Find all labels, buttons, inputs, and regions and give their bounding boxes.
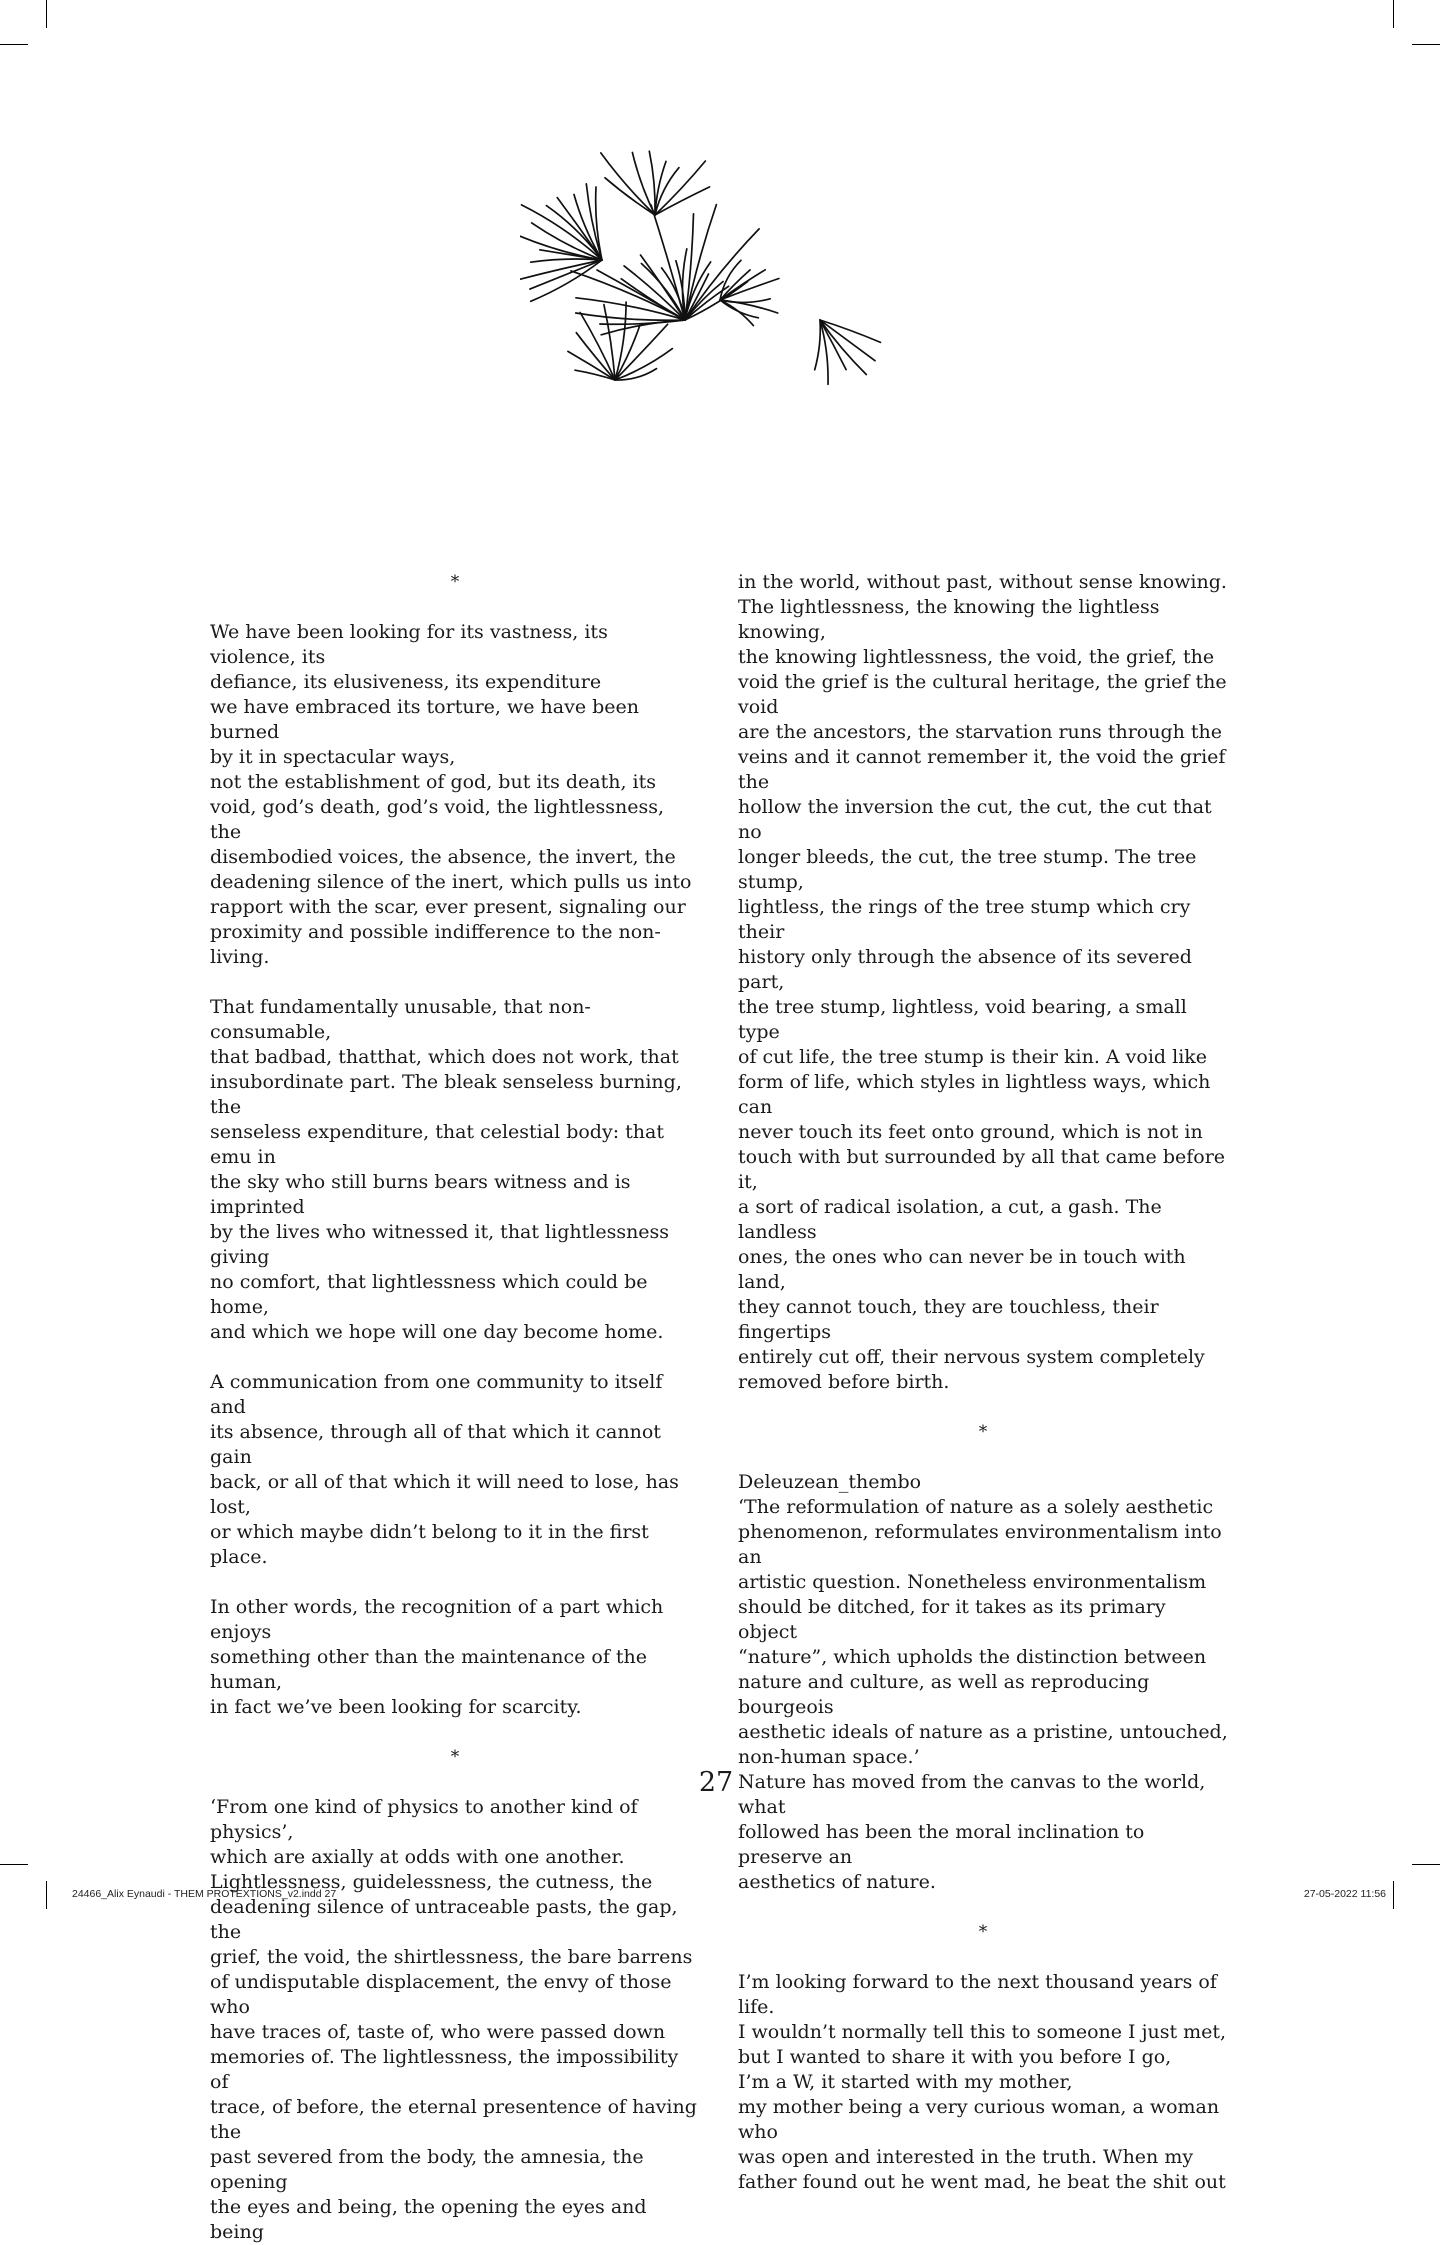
section-separator: * (450, 1747, 460, 1767)
crop-mark (0, 44, 28, 45)
pine-needle (575, 370, 615, 380)
paragraph: Deleuzean_thembo ‘The reformulation of nature as a solely aesthetic phenomenon, reformulates environmentalism into an artistic question. Nonetheless environmentalism should be ditched, for it takes as its primary object “nature”, which upholds the distinction between nature and culture, as well as reproducing bourgeois aesthetic ideals of nature as a pristine, untouched, non-human space.’ Nature has moved from the canvas to the world, what followed has been the moral inclination to preserve an aesthetics of nature. (738, 1471, 1228, 1893)
pine-needle (615, 326, 640, 381)
right-column (738, 570, 1228, 2195)
paragraph: A communication from one community to itself and its absence, through all of that which it cannot gain back, or all of that which it will need to lose, has lost, or which maybe didn’t belong to it in the first place. (210, 1371, 679, 1568)
pine-needle (576, 298, 685, 320)
pine-needles-illustration (520, 150, 900, 460)
paragraph: I’m looking forward to the next thousand years of life. I wouldn’t normally tell this to someone I just met, but I wanted to share it with you before I go, I’m a W, it started with my mother, my mother being a very curious woman, a woman who was open and interested in the truth. When my father found out he went mad, he beat the shit out (738, 1971, 1227, 2193)
left-column (210, 570, 700, 2245)
pine-needle (520, 236, 602, 260)
crop-mark (46, 1881, 47, 1909)
pine-needle (601, 153, 655, 215)
datetime-slug: 27-05-2022 11:56 (1303, 1888, 1386, 1900)
crop-mark (1412, 44, 1440, 45)
pine-needle (615, 324, 668, 380)
paragraph: ‘From one kind of physics to another kind of physics’, which are axially at odds with one another. Lightlessness, guidelessness, the cutness, the deadening silence of untraceable pasts, the gap, the grief, the void, the shirtlessness, the bare barrens of undisputable displacement, the envy of those who have traces of, taste of, who were passed down memories of. The lightlessness, the impossibility of trace, of before, the eternal presentence of having the past severed from the body, the amnesia, the opening the eyes and being, the opening the eyes and being (210, 1796, 697, 2243)
crop-mark (0, 1864, 28, 1865)
crop-mark (1393, 1881, 1394, 1909)
pine-needle (576, 313, 685, 320)
section-separator: * (450, 572, 460, 592)
crop-mark (1393, 0, 1394, 28)
pine-needle (520, 260, 602, 282)
section-separator: * (978, 1922, 988, 1942)
paragraph: in the world, without past, without sense knowing. The lightlessness, the knowing the lightless knowing, the knowing lightlessness, the void, the grief, the void the grief is the cultural heritage, the grief the void are the ancestors, the starvation runs through the veins and it cannot remember it, the void the grief the hollow the inversion the cut, the cut, the cut that no longer bleeds, the cut, the tree stump. The tree stump, lightless, the rings of the tree stump which cry their history only through the absence of its severed part, the tree stump, lightless, void bearing, a small type of cut life, the tree stump is their kin. A void like form of life, which styles in lightless ways, which can never touch its feet onto ground, which is not in touch with but surrounded by all that came before it, a sort of radical isolation, a cut, a gash. The landless ones, the ones who can never be in touch with land, they cannot touch, they are touchless, their fingertips entirely cut off, their nervous system completely removed before birth. (738, 571, 1227, 1393)
pine-needle (531, 260, 602, 301)
page-number: 27 (698, 1767, 734, 1798)
crop-mark (1412, 1864, 1440, 1865)
paragraph: That fundamentally unusable, that non-consumable, that badbad, thatthat, which does not work, that insubordinate part. The bleak senseless burning, the senseless expenditure, that celestial body: that emu in the sky who still burns bears witness and is imprinted by the lives who witnessed it, that lightlessness giving no comfort, that lightlessness which could be home, and which we hope will one day become home. (210, 996, 682, 1343)
file-info-slug: 24466_Alix Eynaudi - THEM PROTEXTIONS_v2.indd 27 (72, 1888, 337, 1900)
paragraph: In other words, the recognition of a part which enjoys something other than the maintenance of the human, in fact we’ve been looking for scarcity. (210, 1596, 664, 1718)
section-separator: * (978, 1422, 988, 1442)
pine-needle (815, 320, 821, 370)
paragraph: We have been looking for its vastness, its violence, its defiance, its elusiveness, its expenditure we have embraced its torture, we have been burned by it in spectacular ways, not the establishment of god, but its death, its void, god’s death, god’s void, the lightlessness, the disembodied voices, the absence, the invert, the deadening silence of the inert, which pulls us into rapport with the scar, ever present, signaling our proximity and possible indifference to the non-living. (210, 621, 692, 968)
crop-mark (46, 0, 47, 28)
